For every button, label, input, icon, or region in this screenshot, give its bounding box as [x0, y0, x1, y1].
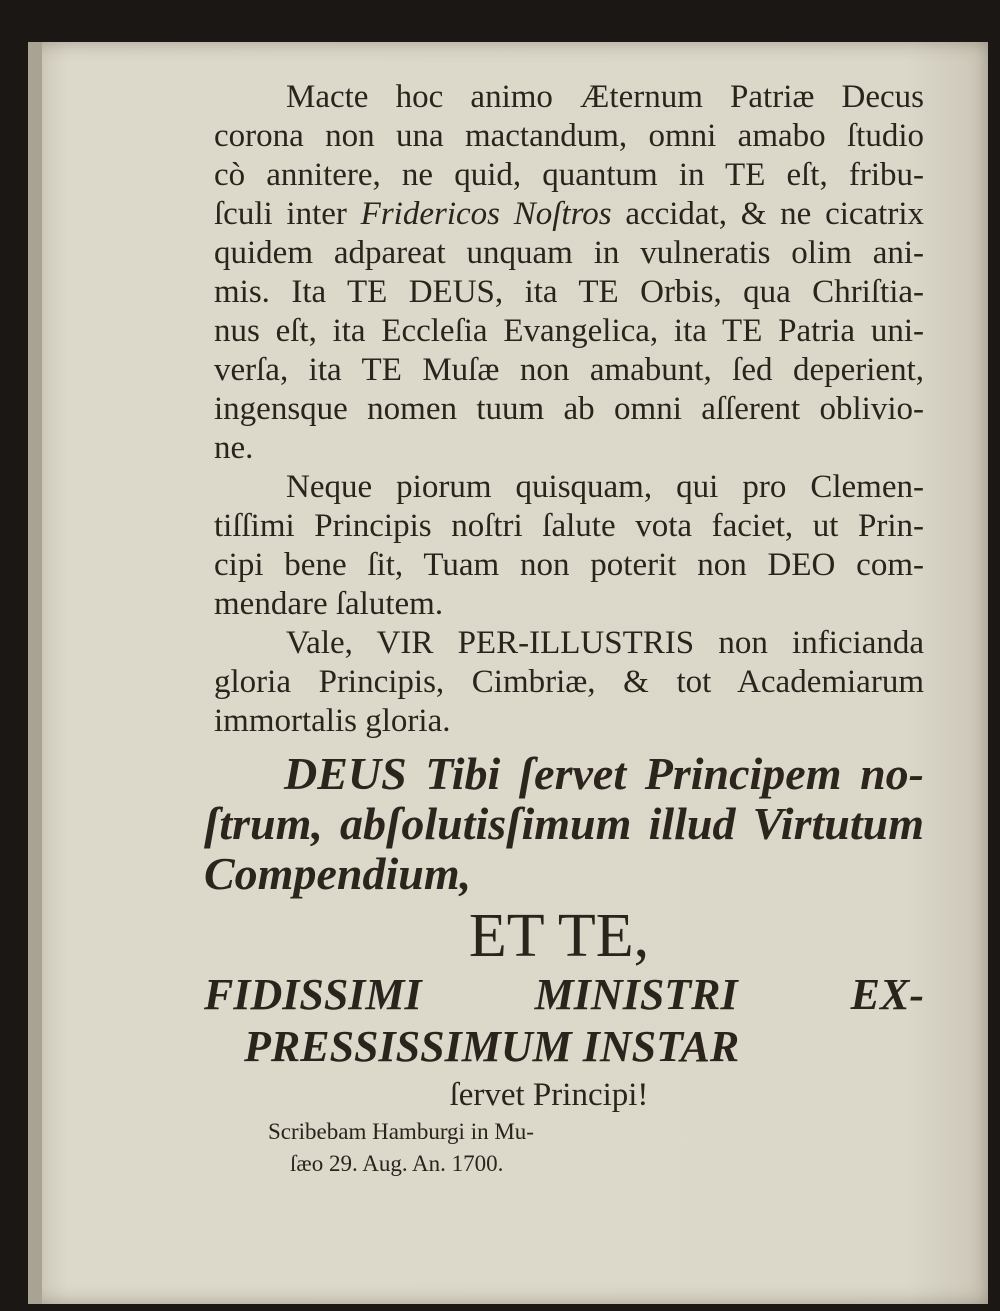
text-line: Vale, VIR PER-ILLUSTRIS non inficianda	[286, 625, 924, 661]
text-segment: ſculi inter	[214, 196, 347, 232]
paragraph-2	[214, 468, 924, 624]
text-line: gloria Principis, Cimbriæ, & tot Academiarum	[214, 664, 924, 700]
caps-line: FIDISSIMI MINISTRI EX-	[204, 970, 924, 1019]
caps-line: PRESSISSIMUM INSTAR	[244, 1022, 740, 1071]
paragraph-1	[214, 78, 924, 468]
text-line: cò annitere, ne quid, quantum in TE eſt, fribu-	[214, 157, 924, 193]
caps-block	[204, 969, 924, 1073]
signature-line: Scribebam Hamburgi in Mu-	[268, 1119, 534, 1144]
paragraph-3	[214, 624, 924, 741]
text-line: ingensque nomen tuum ab omni aſſerent oblivio-	[214, 391, 924, 427]
et-te-heading: ET TE,	[468, 902, 650, 970]
motto-block	[204, 748, 924, 899]
text-line: quidem adpareat unquam in vulneratis olim ani-	[214, 235, 924, 271]
motto-line: Compendium,	[204, 848, 472, 899]
text-line: ne.	[214, 430, 254, 466]
motto-line: DEUS Tibi ſervet Principem no-	[284, 748, 924, 799]
text-line-mixed	[214, 195, 924, 234]
page-gutter	[28, 42, 42, 1304]
signature-line: ſæo 29. Aug. An. 1700.	[290, 1151, 504, 1176]
closing-line: ſervet Principi!	[449, 1077, 649, 1113]
text-line: tiſſimi Principis noſtri ſalute vota faciet, ut Prin-	[214, 508, 924, 544]
italic-names: Fridericos Noſtros	[360, 196, 612, 232]
text-line: mis. Ita TE DEUS, ita TE Orbis, qua Chriſtia-	[214, 274, 924, 310]
text-line: verſa, ita TE Muſæ non amabunt, ſed deperient,	[214, 352, 924, 388]
text-line: Neque piorum quisquam, qui pro Clemen-	[286, 469, 924, 505]
text-line: nus eſt, ita Eccleſia Evangelica, ita TE Patria uni-	[214, 313, 924, 349]
text-line: cipi bene ſit, Tuam non poterit non DEO com-	[214, 547, 924, 583]
body-text	[204, 78, 925, 1117]
text-line: mendare ſalutem.	[214, 586, 444, 622]
motto-line: ſtrum, abſolutisſimum illud Virtutum	[204, 798, 924, 849]
text-segment: accidat, & ne cicatrix	[625, 196, 925, 232]
book-page	[28, 42, 988, 1304]
signature-block	[268, 1116, 534, 1180]
text-line: immortalis gloria.	[214, 703, 451, 739]
text-line: corona non una mactandum, omni amabo ſtudio	[214, 118, 924, 154]
text-line: Macte hoc animo Æternum Patriæ Decus	[286, 79, 924, 115]
